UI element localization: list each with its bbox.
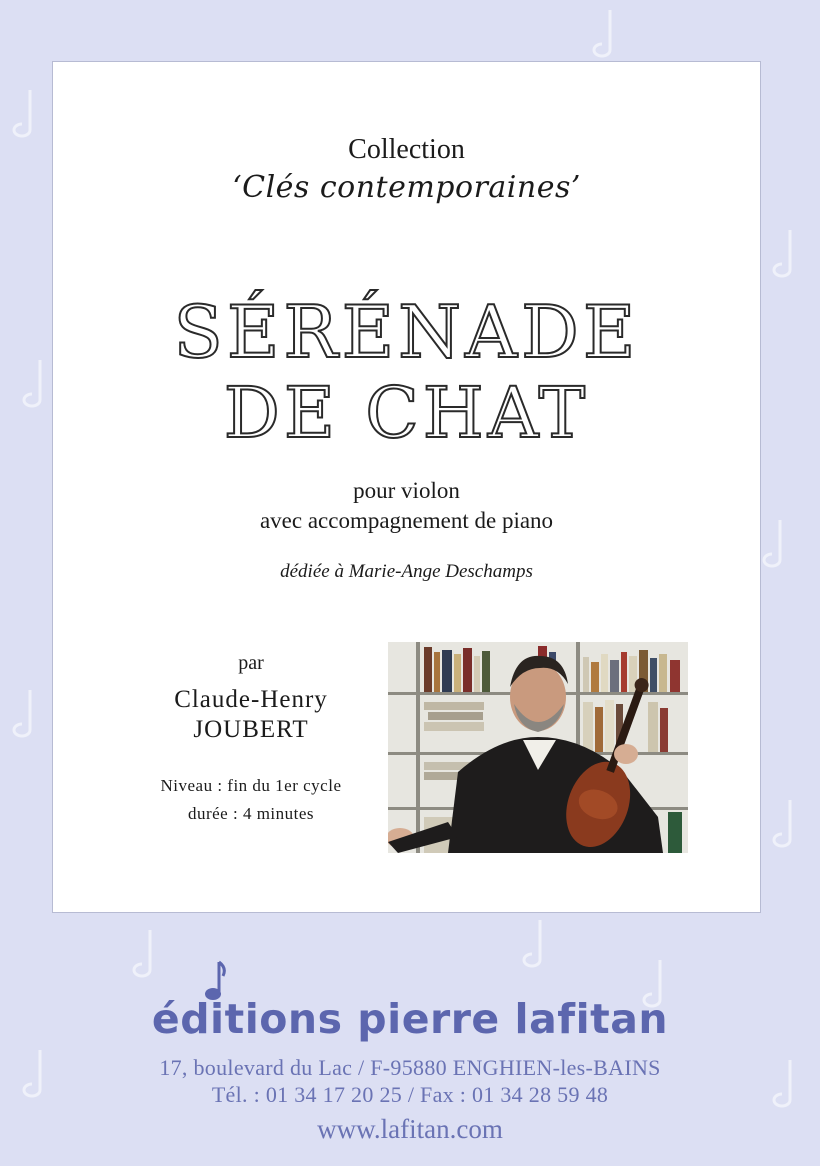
duration: durée : 4 minutes [187, 804, 315, 823]
author-last-name: JOUBERT [193, 716, 309, 743]
subtitle-instrument: pour violon [353, 478, 460, 503]
title-line-1: SÉRÉNADE [173, 290, 640, 374]
publisher-phone-fax: Tél. : 01 34 17 20 25 / Fax : 01 34 28 59 48 [211, 1082, 609, 1107]
collection-label: Collection [348, 134, 465, 165]
publisher-name: éditions pierre lafitan [151, 995, 669, 1043]
by-label: par [238, 652, 264, 674]
collection-name: ‘Clés contemporaines’ [232, 170, 581, 205]
title-line-2: DE CHAT [223, 372, 590, 454]
author-first-name: Claude-Henry [174, 686, 328, 713]
cover-panel [52, 61, 761, 913]
difficulty-level: Niveau : fin du 1er cycle [160, 776, 342, 795]
publisher-address: 17, boulevard du Lac / F-95880 ENGHIEN-les-BAINS [159, 1055, 661, 1080]
composer-photo [388, 642, 688, 853]
subtitle-accompaniment: avec accompagnement de piano [259, 508, 554, 533]
publisher-website-link[interactable]: www.lafitan.com [317, 1114, 503, 1144]
dedication: dédiée à Marie-Ange Deschamps [280, 561, 533, 582]
